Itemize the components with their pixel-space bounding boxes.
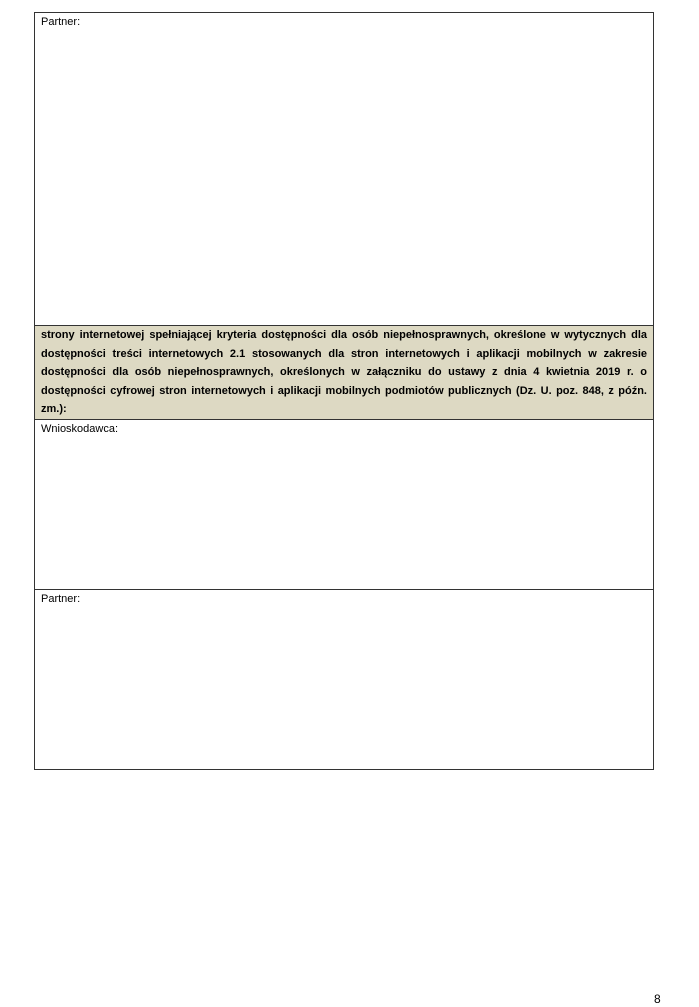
section-header-text: strony internetowej spełniającej kryteria dostępności dla osób niepełnosprawnych, określone w wytycznych dla dostępności treści internetowych 2.1 stosowanych dla stron internetowych i aplikacji mobilnych w zakresie dostępności dla osób niepełnosprawnych, określonych w załączniku do ustawy z dnia 4 kwietnia 2019 r. o dostępności cyfrowej stron internetowych i aplikacji mobilnych podmiotów publicznych (Dz. U. poz. 848, z późn. zm.):: [41, 329, 647, 415]
section-header-row: [35, 326, 654, 420]
partner-field-1[interactable]: [35, 13, 654, 326]
section-header-cell: [35, 326, 654, 420]
partner-field-2[interactable]: [35, 589, 654, 769]
partner-row-1: [35, 13, 654, 326]
applicant-row: [35, 419, 654, 589]
application-form-table: [34, 12, 654, 770]
partner-row-2: [35, 589, 654, 769]
applicant-label: Wnioskodawca:: [41, 422, 119, 435]
partner-label-1: Partner:: [41, 16, 81, 28]
partner-label-2: Partner:: [41, 592, 81, 605]
applicant-field[interactable]: [35, 419, 654, 589]
page-number: 8: [654, 992, 661, 1006]
